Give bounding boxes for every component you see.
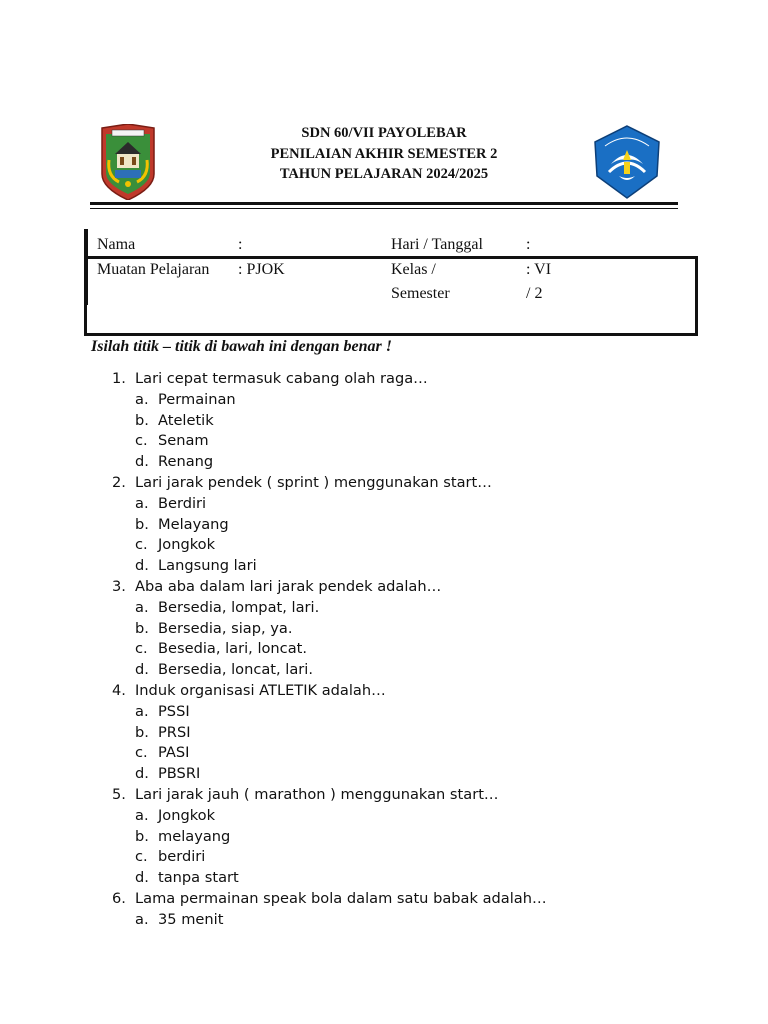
- option-text: Besedia, lari, loncat.: [158, 640, 308, 658]
- option-item: [0, 764, 768, 785]
- option-text: Jongkok: [158, 536, 216, 554]
- option-item: [0, 743, 768, 764]
- option-item: [0, 556, 768, 577]
- question-list: [0, 369, 768, 931]
- option-letter: d.: [135, 661, 149, 679]
- option-letter: c.: [135, 744, 148, 762]
- option-item: [0, 868, 768, 889]
- option-text: Bersedia, siap, ya.: [158, 619, 293, 637]
- question-number: 4.: [112, 681, 126, 699]
- option-letter: c.: [135, 432, 148, 450]
- question-item: [0, 785, 768, 806]
- question-text: Lari jarak pendek ( sprint ) menggunakan start…: [135, 473, 492, 491]
- option-text: Renang: [158, 453, 214, 471]
- exam-title: PENILAIAN AKHIR SEMESTER 2: [270, 146, 498, 162]
- option-text: Berdiri: [158, 494, 207, 512]
- header-divider-thin: [90, 208, 678, 209]
- option-text: PBSRI: [158, 765, 201, 783]
- question-item: [0, 473, 768, 494]
- option-text: tanpa start: [158, 869, 239, 887]
- class-label: Kelas /: [391, 261, 436, 278]
- option-item: [0, 702, 768, 723]
- option-text: Jongkok: [158, 806, 216, 824]
- option-item: [0, 535, 768, 556]
- question-text: Lama permainan speak bola dalam satu babak adalah…: [135, 889, 547, 907]
- option-text: Permainan: [158, 390, 236, 408]
- option-item: [0, 660, 768, 681]
- option-item: [0, 431, 768, 452]
- question-text: Aba aba dalam lari jarak pendek adalah…: [135, 577, 442, 595]
- instruction-text: Isilah titik – titik di bawah ini dengan benar !: [91, 338, 392, 355]
- question-number: 2.: [112, 473, 126, 491]
- option-text: PASI: [158, 744, 190, 762]
- question-item: [0, 577, 768, 598]
- option-text: PSSI: [158, 702, 190, 720]
- option-letter: a.: [135, 494, 149, 512]
- question-number: 6.: [112, 889, 126, 907]
- option-item: [0, 910, 768, 931]
- option-text: Melayang: [158, 515, 229, 533]
- option-item: [0, 619, 768, 640]
- option-text: melayang: [158, 827, 231, 845]
- question-number: 1.: [112, 370, 126, 387]
- header-divider-thick: [90, 202, 678, 205]
- question-item: [0, 681, 768, 702]
- option-letter: a.: [135, 598, 149, 616]
- question-text: Induk organisasi ATLETIK adalah…: [135, 681, 386, 699]
- option-item: [0, 723, 768, 744]
- option-letter: d.: [135, 557, 149, 575]
- option-text: Senam: [158, 432, 209, 450]
- option-letter: a.: [135, 806, 149, 824]
- option-letter: c.: [135, 848, 148, 866]
- semester-value: / 2: [526, 285, 543, 302]
- option-letter: b.: [135, 723, 149, 741]
- option-item: [0, 598, 768, 619]
- option-item: [0, 515, 768, 536]
- option-letter: b.: [135, 827, 149, 845]
- option-letter: a.: [135, 910, 149, 928]
- date-label: Hari / Tanggal: [391, 236, 483, 253]
- date-colon: :: [526, 236, 531, 253]
- option-item: [0, 806, 768, 827]
- option-letter: c.: [135, 536, 148, 554]
- option-letter: a.: [135, 702, 149, 720]
- option-letter: b.: [135, 619, 149, 637]
- name-label: Nama: [97, 236, 136, 253]
- question-number: 5.: [112, 785, 126, 803]
- option-letter: b.: [135, 515, 149, 533]
- option-text: Langsung lari: [158, 557, 257, 575]
- option-letter: d.: [135, 765, 149, 783]
- option-text: PRSI: [158, 723, 191, 741]
- option-item: [0, 452, 768, 473]
- option-item: [0, 390, 768, 411]
- subject-label: Muatan Pelajaran: [97, 261, 210, 278]
- question-item: [0, 889, 768, 910]
- option-text: 35 menit: [158, 910, 224, 928]
- option-item: [0, 639, 768, 660]
- question-text: Lari cepat termasuk cabang olah raga…: [135, 370, 428, 387]
- option-item: [0, 411, 768, 432]
- question-number: 3.: [112, 577, 126, 595]
- option-item: [0, 494, 768, 515]
- option-letter: c.: [135, 640, 148, 658]
- option-letter: d.: [135, 453, 149, 471]
- question-text: Lari jarak jauh ( marathon ) menggunakan start…: [135, 785, 499, 803]
- option-text: berdiri: [158, 848, 206, 866]
- name-colon: :: [238, 236, 243, 253]
- school-name: SDN 60/VII PAYOLEBAR: [301, 125, 467, 141]
- option-item: [0, 847, 768, 868]
- option-text: Ateletik: [158, 411, 214, 429]
- option-item: [0, 827, 768, 848]
- option-text: Bersedia, loncat, lari.: [158, 661, 314, 679]
- academic-year: TAHUN PELAJARAN 2024/2025: [279, 166, 489, 182]
- subject-value: : PJOK: [238, 261, 285, 278]
- option-text: Bersedia, lompat, lari.: [158, 598, 320, 616]
- class-value: : VI: [526, 261, 552, 278]
- semester-label: Semester: [391, 285, 450, 302]
- question-item: [0, 369, 768, 390]
- option-letter: d.: [135, 869, 149, 887]
- option-letter: b.: [135, 411, 149, 429]
- option-letter: a.: [135, 390, 149, 408]
